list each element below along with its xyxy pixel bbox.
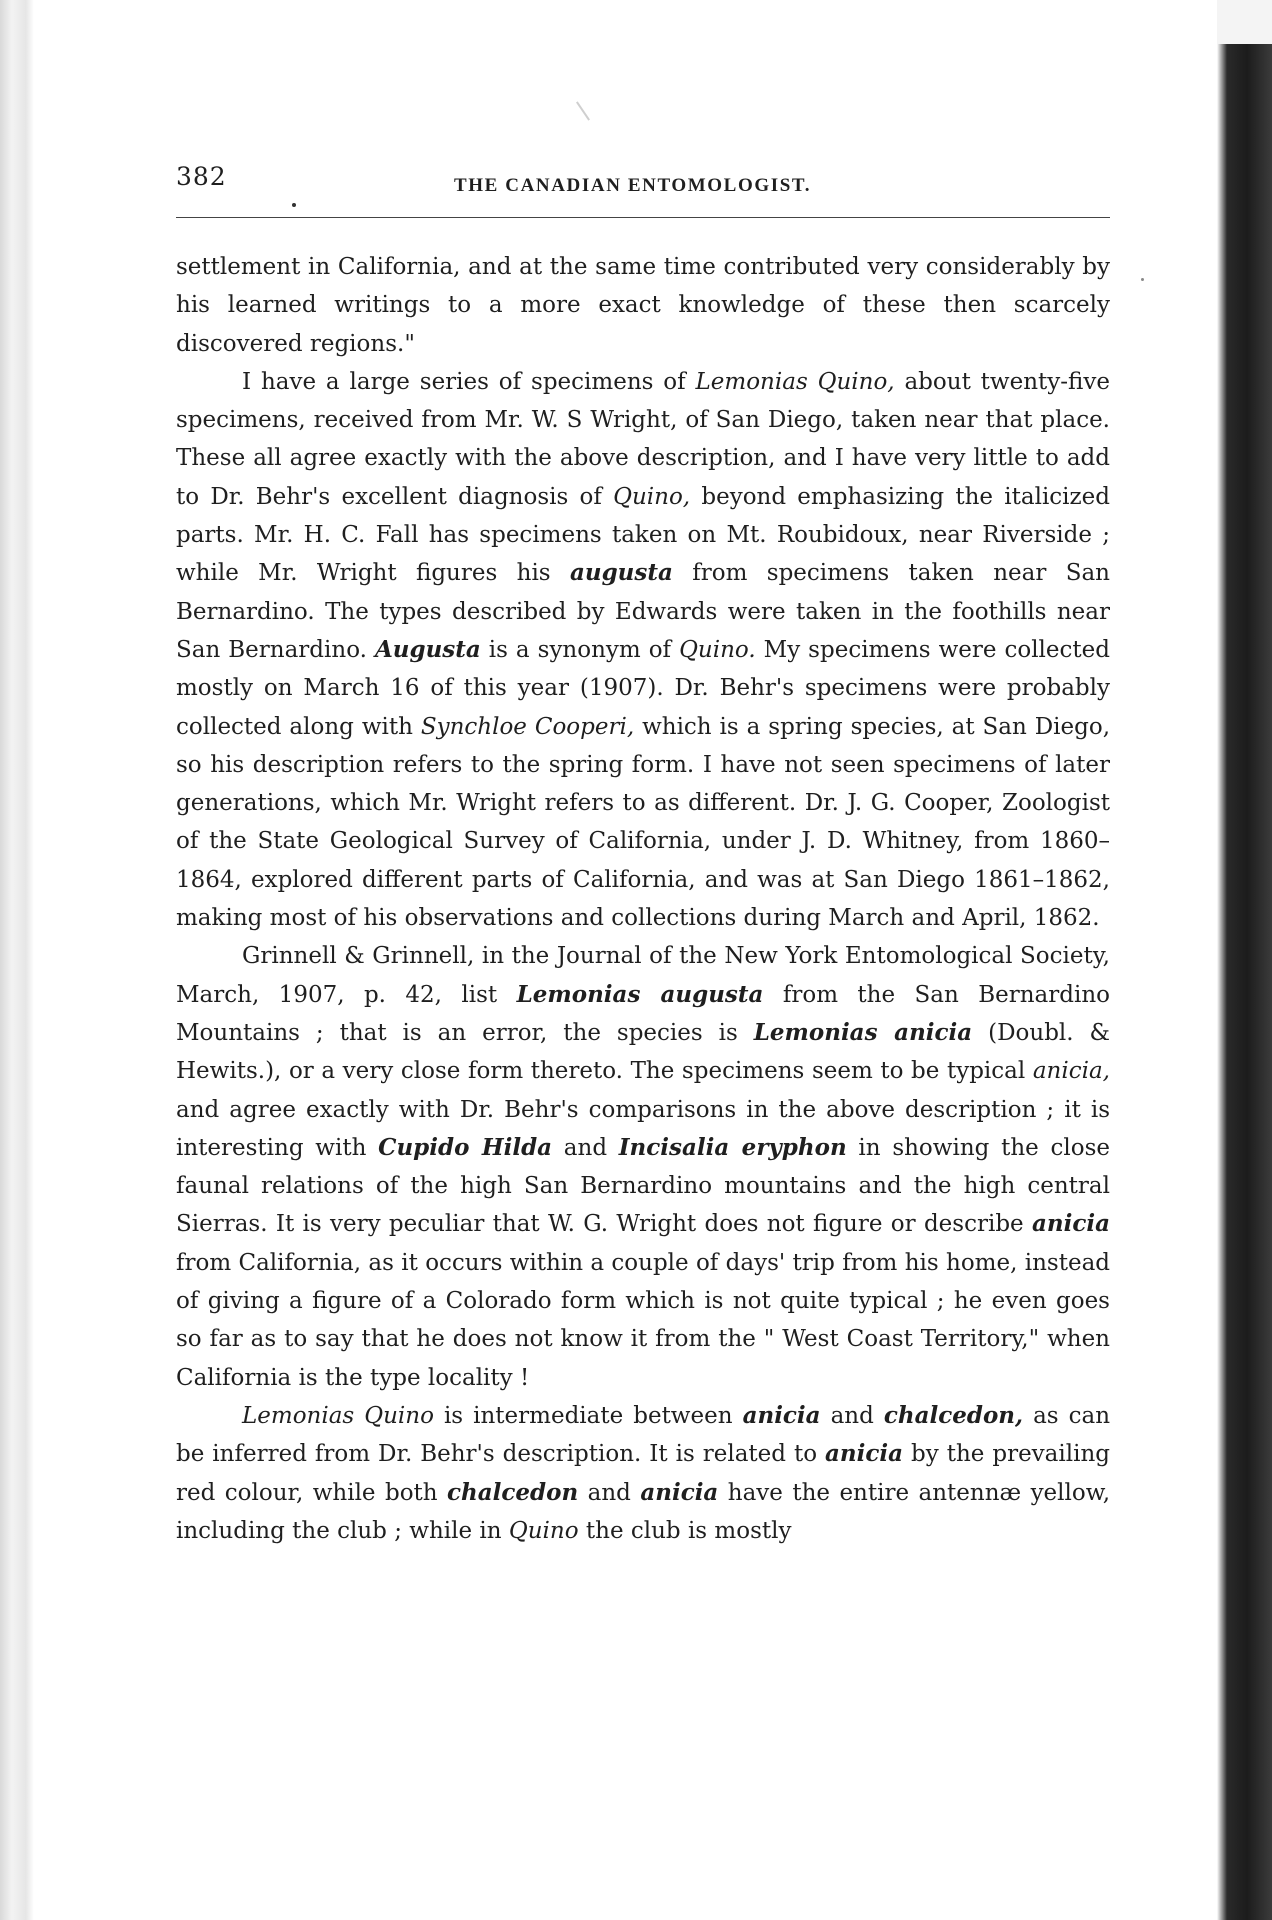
article-body — [176, 248, 1110, 1550]
paragraph-3 — [176, 937, 1110, 1397]
scan-right-corner — [1217, 0, 1272, 44]
species-name: Incisalia eryphon — [618, 1133, 847, 1161]
text-run: which is a spring species, at San Diego, so his description refers to the spring form. I have not seen specimens of later generations, which Mr. Wright refers to as different. Dr. J. G. Cooper, Zoologist of the State Geological Survey of California, under J. D. Whitney, from 1860–1864, explored different parts of California, and was at San Diego 1861–1862, making most of his observations and collections during March and April, 1862. — [176, 713, 1111, 932]
species-name: anicia, — [1032, 1058, 1110, 1085]
page-header — [176, 150, 1116, 206]
scan-artifact-mark — [576, 101, 590, 120]
text-run: from specimens taken near San Bernardino. The types described by Edwards were taken in the foothills near San Bernardino. — [176, 560, 1110, 663]
text-run: and — [578, 1479, 641, 1506]
text-run: as can be inferred from Dr. Behr's description. It is related to — [176, 1402, 1111, 1468]
text-run: beyond emphasizing the italicized parts. Mr. H. C. Fall has specimens taken on Mt. Roubidoux, near Riverside ; while Mr. Wright figures his — [176, 483, 1110, 587]
species-name: Synchloe Cooperi, — [420, 713, 635, 740]
text-run: (Doubl. & Hewits.), or a very close form thereto. The specimens seem to be typical — [176, 1019, 1111, 1085]
species-name: Cupido Hilda — [378, 1133, 553, 1161]
text-run: I have a large series of specimens of — [242, 368, 696, 395]
header-rule — [176, 217, 1110, 218]
species-name: Lemonias augusta — [516, 980, 764, 1008]
text-run: and — [552, 1134, 619, 1161]
text-run: is intermediate between — [433, 1402, 743, 1429]
species-name: Quino — [508, 1517, 579, 1544]
text-run: and agree exactly with Dr. Behr's comparisons in the above description ; it is interesting with — [176, 1096, 1110, 1161]
species-name: Lemonias Quino, — [695, 368, 895, 395]
text-run: My specimens were collected mostly on March 16 of this year (1907). Dr. Behr's specimens were probably collected along with — [176, 636, 1110, 740]
scan-speck — [1141, 278, 1144, 281]
header-dot — [292, 203, 296, 207]
text-run: have the entire antennæ yellow, including the club ; while in — [176, 1479, 1111, 1544]
species-name: Lemonias Quino — [242, 1402, 434, 1429]
paragraph-2 — [176, 363, 1110, 937]
species-name: anicia — [825, 1440, 904, 1468]
running-head: THE CANADIAN ENTOMOLOGIST. — [454, 175, 812, 196]
paragraph-1 — [176, 248, 1110, 363]
text-run: Grinnell & Grinnell, in the Journal of the New York Entomological Society, March, 1907, p. 42, list — [176, 943, 1110, 1008]
text-run: and — [820, 1402, 884, 1429]
species-name: Augusta — [374, 635, 481, 663]
species-name: anicia — [640, 1478, 719, 1506]
species-name: chalcedon — [447, 1478, 579, 1506]
scan-right-border — [1217, 0, 1272, 1920]
scan-left-margin — [0, 0, 34, 1920]
species-name: anicia — [1031, 1210, 1110, 1238]
text-run: the club is mostly — [578, 1517, 792, 1544]
species-name: Lemonias anicia — [753, 1018, 973, 1046]
text-run: is a synonym of — [480, 636, 680, 663]
species-name: Quino. — [679, 636, 756, 663]
text-run: from California, as it occurs within a couple of days' trip from his home, instead of giving a figure of a Colorado form which is not quite typical ; he even goes so far as to say that he does not know it from the " West Coast Territory," when California is the type locality ! — [176, 1249, 1110, 1391]
species-name: chalcedon, — [883, 1401, 1024, 1429]
paragraph-4 — [176, 1397, 1110, 1550]
species-name: anicia — [742, 1401, 821, 1429]
text-run: by the prevailing red colour, while both — [176, 1441, 1110, 1506]
text-run: from the San Bernardino Mountains ; that is an error, the species is — [176, 981, 1110, 1046]
paragraph-1-text: settlement in California, and at the same time contributed very considerably by his learned writings to a more exact knowledge of these then scarcely discovered regions." — [176, 254, 1110, 357]
text-run: about twenty-five specimens, received from Mr. W. S Wright, of San Diego, taken near that place. These all agree exactly with the above description, and I have very little to add to Dr. Behr's excellent diagnosis of — [176, 368, 1110, 510]
species-name: Quino, — [613, 483, 691, 510]
document-page — [176, 150, 1116, 1544]
page-number: 382 — [176, 162, 227, 191]
text-run: in showing the close faunal relations of the high San Bernardino mountains and the high central Sierras. It is very peculiar that W. G. Wright does not figure or describe — [176, 1134, 1111, 1238]
species-name: augusta — [569, 559, 673, 587]
